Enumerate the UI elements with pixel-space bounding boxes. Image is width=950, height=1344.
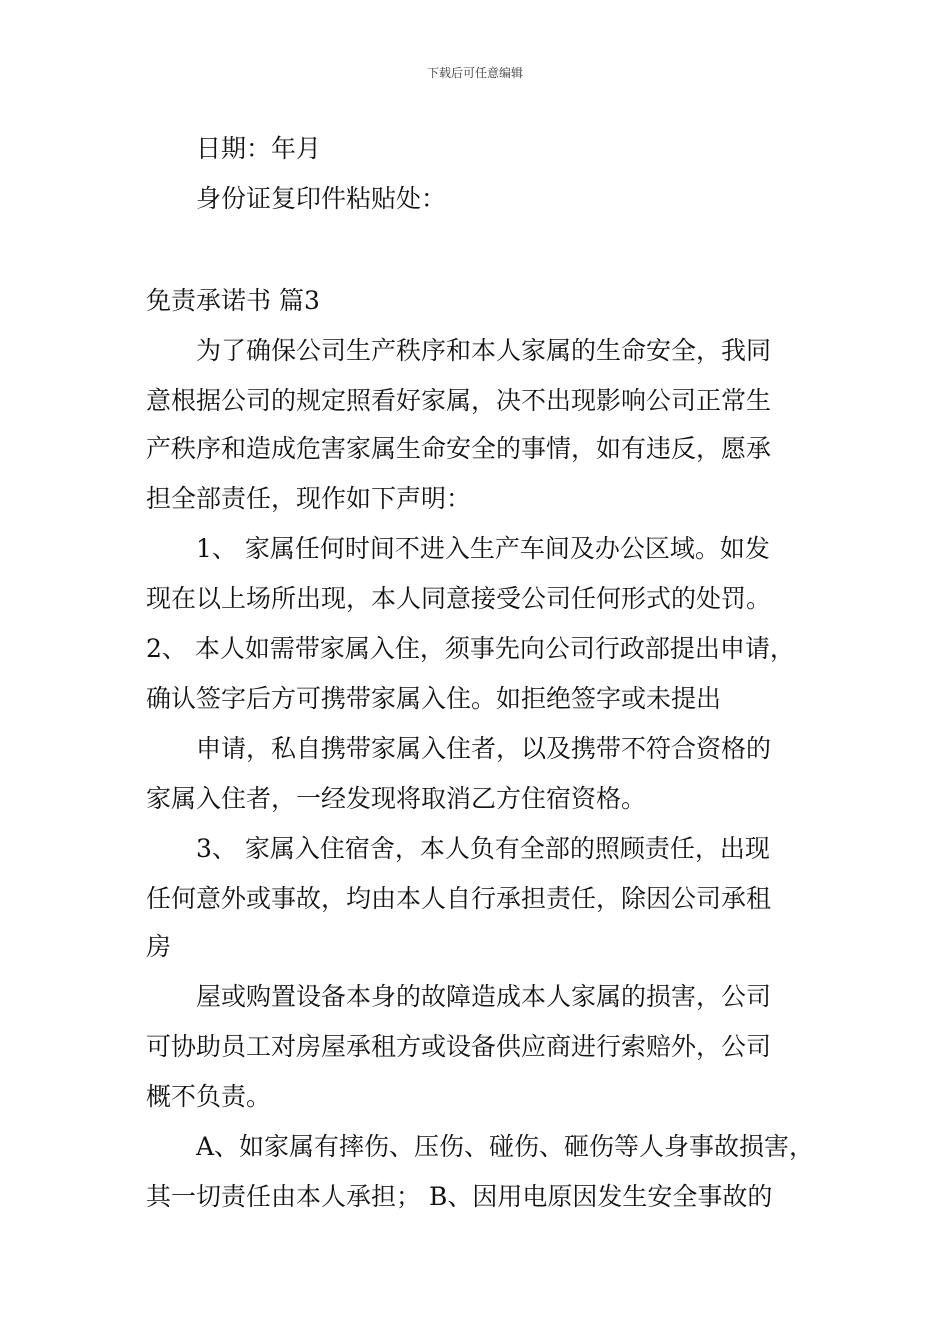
paragraph-line: 担全部责任，现作如下声明： — [146, 484, 472, 513]
paragraph-line: 意根据公司的规定照看好家属，决不出现影响公司正常生 — [146, 386, 772, 415]
clause-2-line: 家属入住者，一经发现将取消乙方住宿资格。 — [146, 784, 647, 813]
clause-1-line: 现在以上场所出现，本人同意接受公司任何形式的处罚。 — [146, 584, 772, 613]
paragraph-line: 为了确保公司生产秩序和本人家属的生命安全，我同 — [196, 336, 772, 365]
clause-b-line: 其一切责任由本人承担； B、因用电原因发生安全事故的 — [146, 1182, 773, 1211]
clause-1-line: 1、 家属任何时间不进入生产车间及办公区域。如发 — [196, 534, 770, 563]
id-copy-line: 身份证复印件粘贴处： — [196, 184, 447, 213]
clause-a-line: A、如家属有摔伤、压伤、碰伤、砸伤等人身事故损害， — [196, 1132, 815, 1161]
section-title: 免责承诺书 篇3 — [146, 286, 320, 315]
clause-3-line: 可协助员工对房屋承租方或设备供应商进行索赔外，公司 — [146, 1032, 772, 1061]
clause-3-line: 任何意外或事故，均由本人自行承担责任，除因公司承租 — [146, 884, 772, 913]
page-header: 下载后可任意编辑 — [426, 66, 523, 80]
date-line: 日期：年月 — [196, 134, 322, 163]
clause-2-line: 确认签字后方可携带家属入住。如拒绝签字或未提出 — [146, 684, 722, 713]
clause-3-line: 3、 家属入住宿舍，本人负有全部的照顾责任，出现 — [196, 834, 770, 863]
clause-3-line: 概不负责。 — [146, 1082, 272, 1111]
clause-2-line: 2、 本人如需带家属入住，须事先向公司行政部提出申请， — [146, 634, 795, 663]
paragraph-line: 产秩序和造成危害家属生命安全的事情，如有违反，愿承 — [146, 434, 772, 463]
clause-3-line: 房 — [146, 932, 172, 961]
clause-2-line: 申请，私自携带家属入住者，以及携带不符合资格的 — [196, 734, 772, 763]
clause-3-line: 屋或购置设备本身的故障造成本人家属的损害，公司 — [196, 982, 772, 1011]
